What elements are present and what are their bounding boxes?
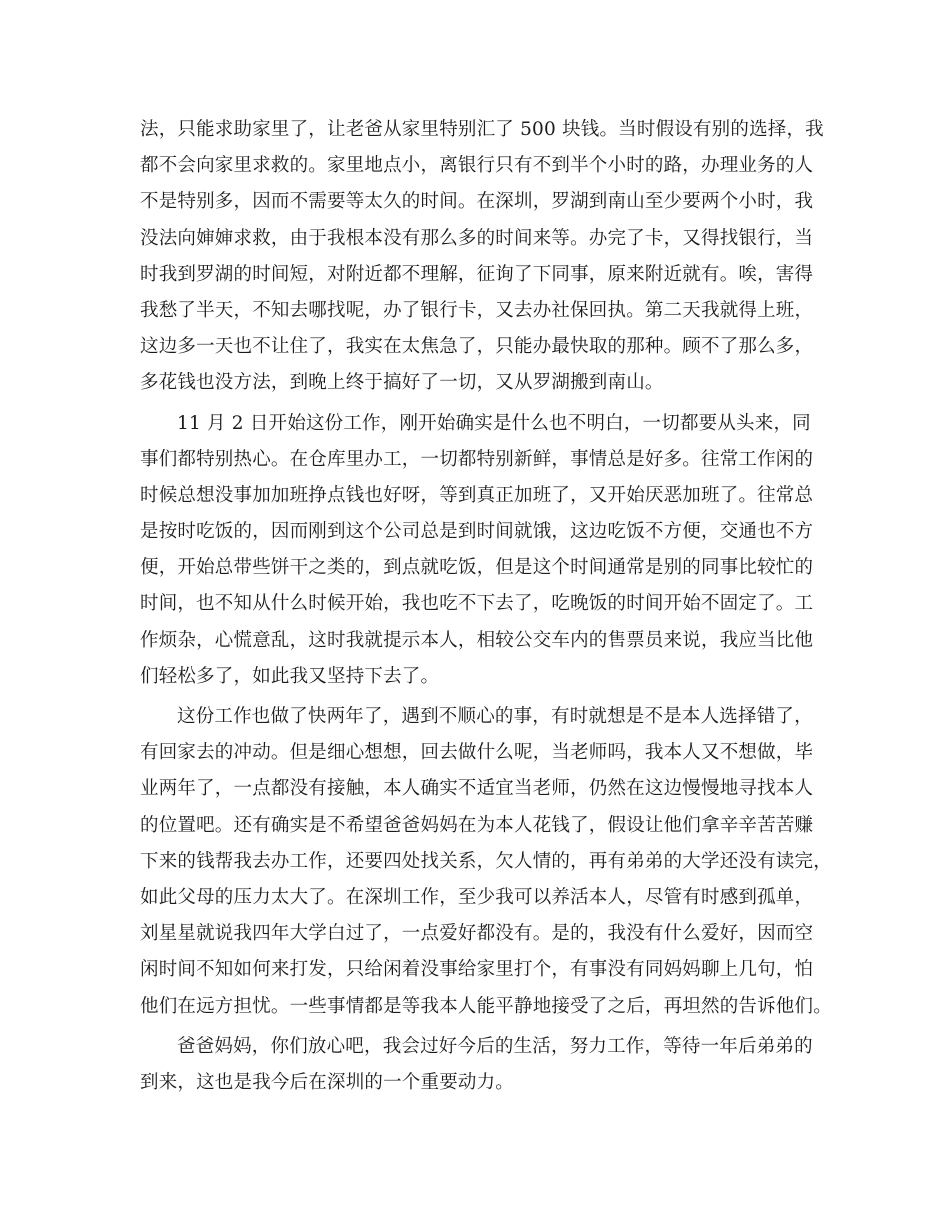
document-body [140,112,832,1101]
text-line: 没法向婶婶求救，由于我根本没有那么多的时间来等。办完了卡，又得找银行，当 [140,227,814,249]
text-line: 11 月 2 日开始这份工作，刚开始确实是什么也不明白，一切都要从头来，同 [177,412,811,434]
text-line: 这份工作也做了快两年了，遇到不顺心的事，有时就想是不是本人选择错了， [177,706,813,727]
paragraph-4 [140,1029,820,1101]
text-line: 如此父母的压力太大了。在深圳工作，至少我可以养活本人，尽管有时感到孤单， [140,886,814,908]
text-line: 时我到罗湖的时间短，对附近都不理解，征询了下同事，原来附近就有。唉，害得 [140,263,814,285]
text-line: 便，开始总带些饼干之类的，到点就吃饭，但是这个时间通常是别的同事比较忙的 [140,557,814,579]
text-line: 们轻松多了，如此我又坚持下去了。 [140,665,440,687]
text-line: 多花钱也没方法，到晚上终于搞好了一切，又从罗湖搬到南山。 [140,372,664,394]
text-line: 他们在远方担忧。一些事情都是等我本人能平静地接受了之后，再坦然的告诉他们。 [140,995,832,1017]
text-line: 爸爸妈妈，你们放心吧，我会过好今后的生活，努力工作，等待一年后弟弟的 [177,1035,813,1057]
text-line: 作烦杂，心慌意乱，这时我就提示本人，相较公交车内的售票员来说，我应当比他 [140,629,814,651]
text-line: 不是特别多，因而不需要等太久的时间。在深圳，罗湖到南山至少要两个小时，我 [140,191,814,213]
text-line: 时候总想没事加加班挣点钱也好呀，等到真正加班了，又开始厌恶加班了。往常总 [140,484,814,506]
text-line: 闲时间不知如何来打发，只给闲着没事给家里打个，有事没有同妈妈聊上几句，怕 [140,959,814,981]
text-line: 时间，也不知从什么时候开始，我也吃不下去了，吃晚饭的时间开始不固定了。工 [140,593,814,615]
text-line: 这边多一天也不让住了，我实在太焦急了，只能办最快取的那种。顾不了那么多， [140,336,814,358]
text-line: 到来，这也是我今后在深圳的一个重要动力。 [140,1071,515,1093]
text-line: 有回家去的冲动。但是细心想想，回去做什么呢，当老师吗，我本人又不想做，毕 [140,742,814,764]
paragraph-3 [140,699,832,1025]
text-line: 事们都特别热心。在仓库里办工，一切都特别新鲜，事情总是好多。往常工作闲的 [140,448,814,470]
text-line: 我愁了半天，不知去哪找呢，办了银行卡，又去办社保回执。第二天我就得上班， [140,299,814,321]
text-line: 业两年了，一点都没有接触，本人确实不适宜当老师，仍然在这边慢慢地寻找本人 [140,778,814,800]
text-line: 刘星星就说我四年大学白过了，一点爱好都没有。是的，我没有什么爱好，因而空 [140,923,814,945]
text-line: 下来的钱帮我去办工作，还要四处找关系，欠人情的，再有弟弟的大学还没有读完， [140,850,832,872]
text-line: 都不会向家里求救的。家里地点小，离银行只有不到半个小时的路，办理业务的人 [140,155,814,177]
paragraph-1 [140,112,824,402]
text-line: 是按时吃饭的，因而刚到这个公司总是到时间就饿，这边吃饭不方便，交通也不方 [140,521,814,543]
text-line: 的位置吧。还有确实是不希望爸爸妈妈在为本人花钱了，假设让他们拿辛辛苦苦赚 [140,814,814,836]
text-line: 法，只能求助家里了，让老爸从家里特别汇了 500 块钱。当时假设有别的选择，我 [140,119,824,140]
paragraph-2 [140,406,820,696]
